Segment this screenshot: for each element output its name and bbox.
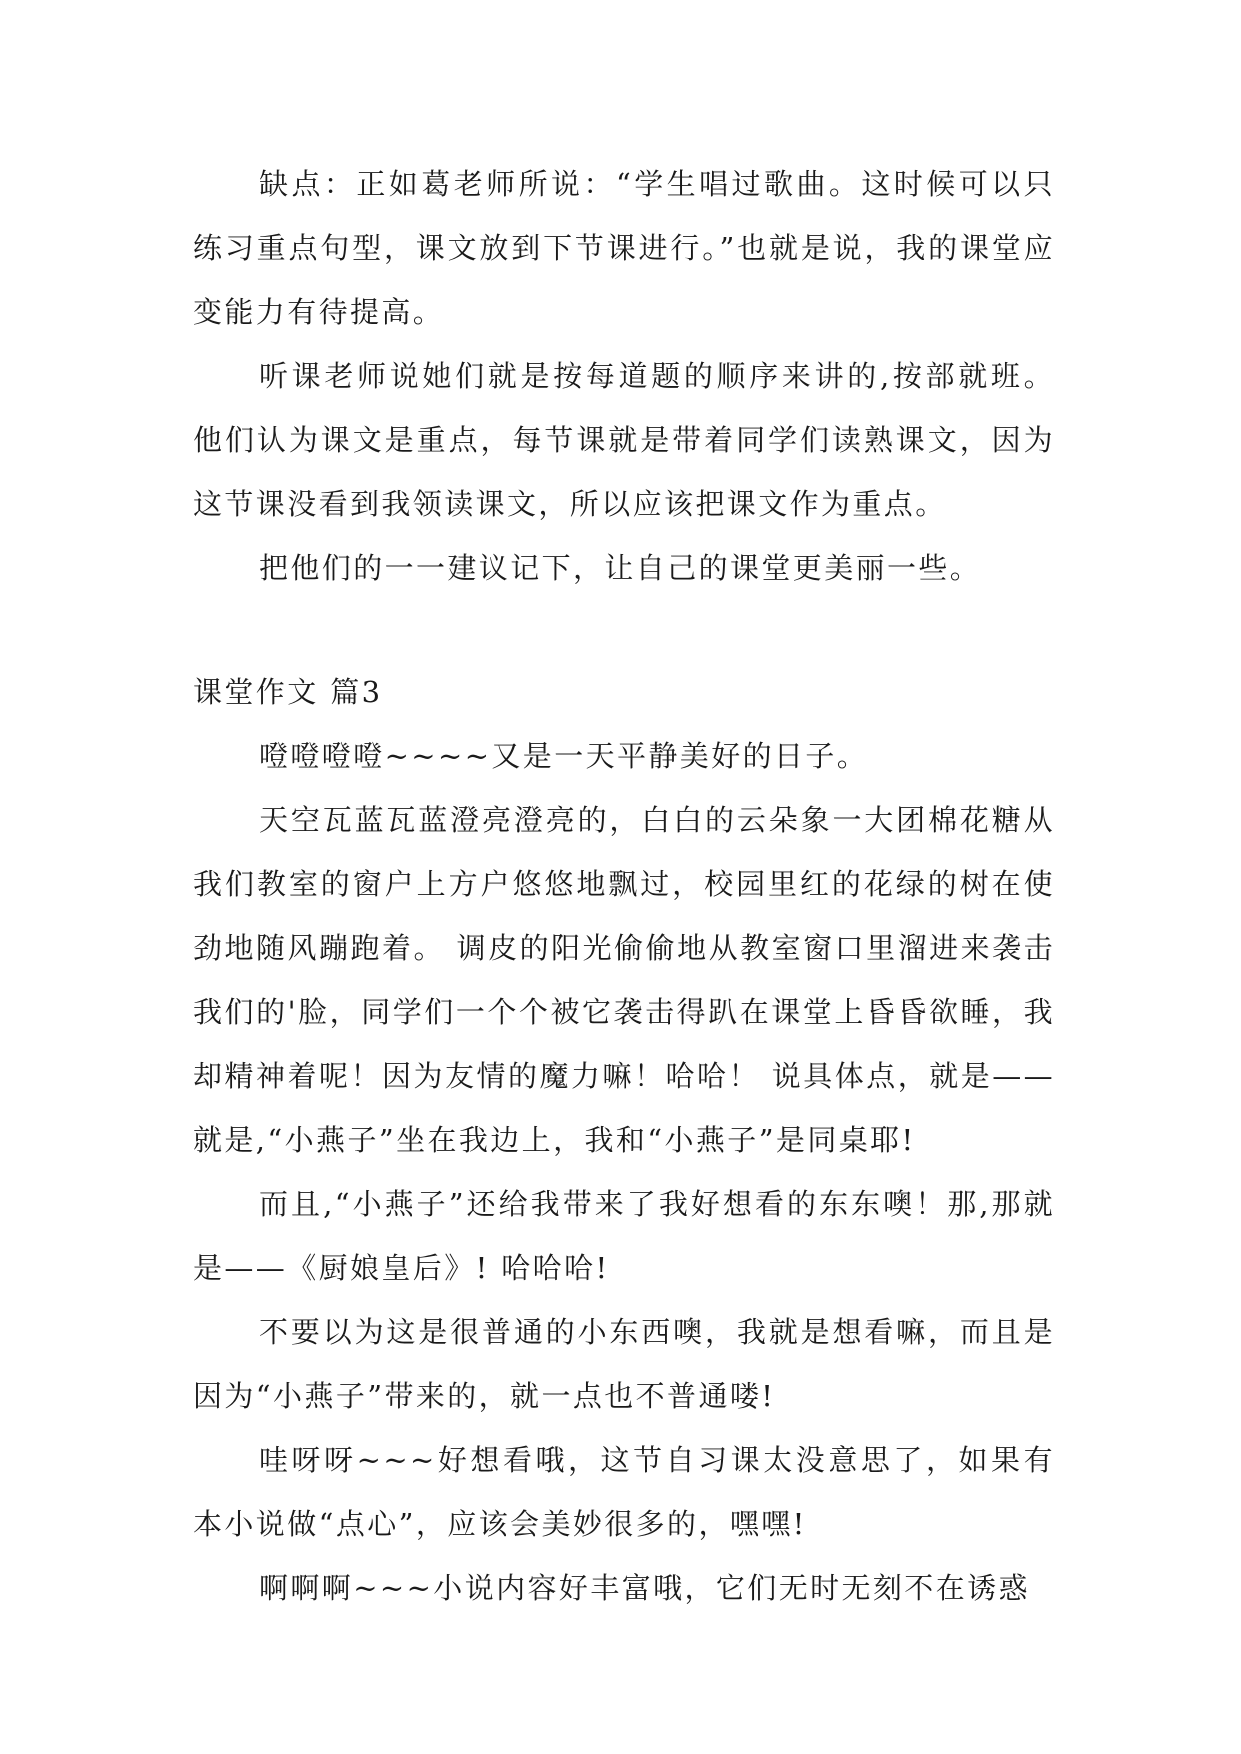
paragraph: 听课老师说她们就是按每道题的顺序来讲的,按部就班。他们认为课文是重点，每节课就是带着同学们读熟课文，因为这节课没看到我领读课文，所以应该把课文作为重点。: [193, 359, 1055, 521]
paragraph: 天空瓦蓝瓦蓝澄亮澄亮的，白白的云朵象一大团棉花糖从我们教室的窗户上方户悠悠地飘过，校园里红的花绿的树在使劲地随风蹦跑着。 调皮的阳光偷偷地从教室窗口里溜进来袭击我们的'脸，同学们一个个被它袭击得趴在课堂上昏昏欲睡，我却精神着呢！因为友情的魔力嘛！哈哈！ 说具体点，就是——就是,“小燕子”坐在我边上，我和“小燕子”是同桌耶!: [193, 803, 1055, 1157]
paragraph: 噔噔噔噔~~~~又是一天平静美好的日子。: [259, 739, 869, 773]
document-page: [193, 152, 1055, 1620]
paragraph: 哇呀呀~~~好想看哦，这节自习课太没意思了，如果有本小说做“点心”，应该会美妙很多的，嘿嘿!: [193, 1443, 1055, 1541]
paragraph: 缺点：正如葛老师所说：“学生唱过歌曲。这时候可以只练习重点句型，课文放到下节课进行。”也就是说，我的课堂应变能力有待提高。: [193, 167, 1055, 329]
paragraph: 把他们的一一建议记下，让自己的课堂更美丽一些。: [259, 551, 982, 585]
paragraph: 不要以为这是很普通的小东西噢，我就是想看嘛，而且是因为“小燕子”带来的，就一点也不普通喽!: [193, 1315, 1055, 1413]
paragraph: 啊啊啊~~~小说内容好丰富哦，它们无时无刻不在诱惑: [259, 1571, 1030, 1605]
paragraph: 而且,“小燕子”还给我带来了我好想看的东东噢！那,那就是——《厨娘皇后》! 哈哈哈!: [193, 1187, 1055, 1285]
section-heading: 课堂作文 篇3: [193, 675, 383, 709]
